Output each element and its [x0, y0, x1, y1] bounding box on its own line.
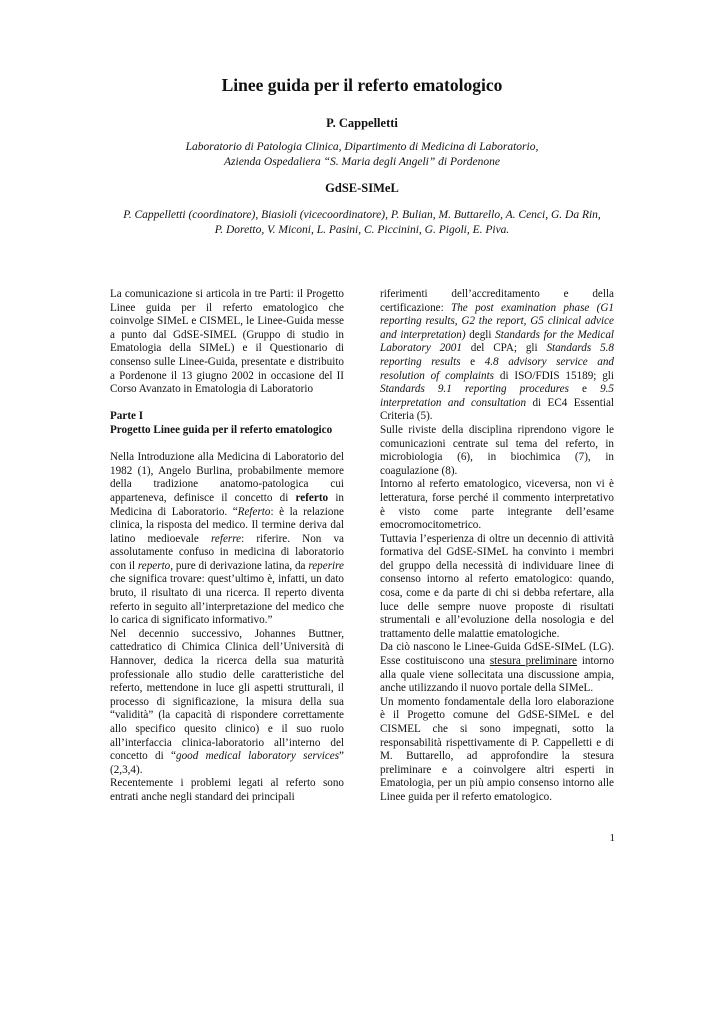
body-paragraph: riferimenti dell’accreditamento e della certificazione: The post examination phase (G1 reporting results, G2 the report, G5 clinical advice and interpretation) degli Standards for the Medical Laboratory 2001 del CPA; gli Standards 5.8 reporting results e 4.8 advisory service and resolution of complaints di ISO/FDIS 15189; gli Standards 9.1 reporting procedures e 9.5 interpretation and consultation di EC4 Essential Criteria (5). — [380, 288, 614, 423]
section-label: Parte I — [110, 410, 144, 423]
author-affiliation — [60, 140, 664, 170]
members-line: P. Cappelletti (coordinatore), Biasioli (vicecoordinatore), P. Bulian, M. Buttarello, A. Cenci, G. Da Rin, — [123, 209, 601, 221]
section-heading: Progetto Linee guida per il referto ematologico — [110, 423, 333, 436]
group-members — [50, 208, 674, 238]
body-paragraph: Nella Introduzione alla Medicina di Laboratorio del 1982 (1), Angelo Burlina, probabilmente memore della tradizione anatomo-patologica cui apparteneva, definisce il concetto di referto in Medicina di Laboratorio. “Referto: è la relazione clinica, la risposta del medico. Il termine deriva dal latino medioevale referre: riferire. Non va assolutamente confuso in medicina di laboratorio con il reperto, pure di derivazione latina, da reperire che significa trovare: quest’ultimo è, infatti, un dato bruto, il risultato di una ricerca. Il reperto diventa referto in seguito all’interpretazione del medico che lo carica di significato informativo.” — [110, 451, 345, 627]
body-paragraph: Un momento fondamentale della loro elaborazione è il Progetto comune del GdSE-SIMeL e del CISMEL che si sono impegnati, sotto la responsabilità rispettivamente di P. Cappelletti e di M. Buttarello, ad approfondire la stesura preliminare e a coinvolgere altri esperti in Ematologia, per un più ampio consenso intorno alle Linee guida per il referto ematologico. — [380, 695, 614, 803]
page-title: Linee guida per il referto ematologico — [221, 75, 503, 95]
members-line: P. Doretto, V. Miconi, L. Pasini, C. Piccinini, G. Pigoli, E. Piva. — [214, 224, 510, 236]
left-column — [110, 288, 344, 805]
group-name: GdSE-SIMeL — [325, 181, 399, 195]
underlined-term: stesura preliminare — [489, 655, 577, 668]
affiliation-line: Azienda Ospedaliera “S. Maria degli Angeli” di Pordenone — [224, 156, 500, 168]
body-paragraph: Sulle riviste della disciplina riprendono vigore le comunicazioni centrate sul tema del referto, in microbiologia (6), in biochimica (7), in coagulazione (8). — [380, 423, 614, 477]
body-paragraph: Nel decennio successivo, Johannes Buttner, cattedratico di Chimica Clinica dell’Università di Hannover, dedica la ricerca della sua maturità professionale allo studio delle caratteristiche del referto, mettendone in luce gli aspetti strutturali, il processo di significazione, la misura della sua “validità” (la capacità di rispondere correttamente allo specifico quesito clinico) e il suo ruolo all’interfaccia clinica-laboratorio all’interno del concetto di “good medical laboratory services” (2,3,4). — [110, 627, 344, 776]
body-paragraph: Recentemente i problemi legati al referto sono entrati anche negli standard dei principali — [110, 777, 344, 803]
affiliation-line: Laboratorio di Patologia Clinica, Dipartimento di Medicina di Laboratorio, — [185, 141, 539, 153]
body-paragraph: Tuttavia l’esperienza di oltre un decennio di attività formativa del GdSE-SIMeL ha convinto i membri del gruppo della necessità di individuare linee di consenso intorno al referto ematologico: quando, cosa, come e da parte di chi si debba refertare, alla luce delle sempre nuove proposte di risultati strumentali e all’evoluzione della nosologia e del trattamento delle malattie ematologiche. — [380, 532, 614, 640]
right-column — [380, 288, 614, 805]
intro-paragraph: La comunicazione si articola in tre Parti: il Progetto Linee guida per il referto ematologico che coinvolge SIMeL e CISMEL, le Linee-Guida messe a punto dal GdSE-SIMEL (Gruppo di studio in Ematologia della SIMeL) e il Questionario di consenso sulle Linee-Guida, presentate e distribuito a Pordenone il 13 giugno 2002 in occasione del II Corso Avanzato in Ematologia di Laboratorio — [110, 288, 344, 396]
author-name: P. Cappelletti — [326, 116, 398, 130]
body-paragraph: Intorno al referto ematologico, viceversa, non vi è letteratura, forse perché il commento interpretativo è visto come parte integrante dell’esame emocromocitometrico. — [380, 478, 614, 532]
body-paragraph: Da ciò nascono le Linee-Guida GdSE-SIMeL (LG). Esse costituiscono una stesura preliminare intorno alla quale viene sollecitata una discussione ampia, anche utilizzando il nuovo portale della SIMeL. — [380, 641, 615, 695]
page-number: 1 — [609, 832, 615, 844]
